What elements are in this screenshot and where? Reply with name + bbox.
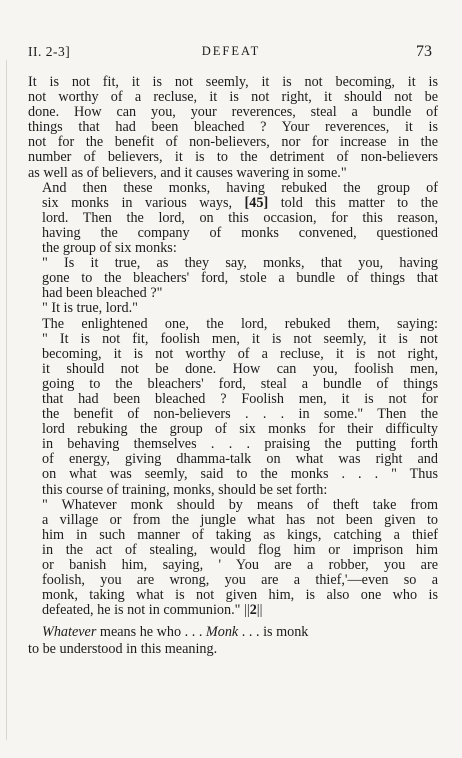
text-line: of energy, giving dhamma-talk on what was right and (42, 451, 438, 468)
folio-reference: [45] (244, 194, 269, 211)
text-line: in the act of stealing, would flog him or imprison him (42, 541, 438, 558)
page-edge-shadow (6, 60, 7, 740)
term-whatever: Whatever (42, 624, 97, 640)
text-line: done. How can you, your reverences, steal a bundle of (28, 104, 438, 121)
text-line: in behaving themselves . . . praising the putting forth (42, 436, 438, 453)
text-line: the benefit of non-believers . . . in some." Then the (42, 406, 438, 423)
note-text-1: means he who . . . (96, 624, 206, 640)
paragraph (28, 301, 438, 316)
running-title: DEFEAT (201, 44, 261, 58)
text-line: lord rebuking the group of six monks for their difficulty (42, 421, 438, 438)
text-line: " Is it true, as they say, monks, that you, having (42, 255, 438, 272)
text-line: this course of training, monks, should be set forth: (42, 481, 328, 498)
text-line: having the company of monks convened, questioned (42, 224, 438, 241)
text-line: defeated, he is not in communion." ||2|| (42, 602, 263, 619)
text-line: The enlightened one, the lord, rebuked them, saying: (42, 315, 438, 332)
text-line: six monks in various ways, [45] told this matter to the (42, 194, 438, 211)
note-text-2: . . . is monk (238, 624, 309, 640)
text-line: a village or from the jungle what has not been given to (42, 511, 438, 528)
text-line: the group of six monks: (42, 240, 177, 257)
paragraph (28, 256, 438, 301)
text-line: gone to the bleachers' ford, stole a bundle of things that (42, 270, 438, 287)
paragraph (28, 75, 438, 181)
text-line: it should not be done. How can you, foolish men, (42, 360, 438, 377)
section-reference: II. 2-3] (28, 44, 71, 59)
section-marker: 2 (249, 602, 257, 619)
text-line: foolish, you are wrong, you are a thief,'—even so a (42, 572, 438, 589)
term-monk: Monk (205, 624, 239, 640)
text-line: " It is not fit, foolish men, it is not seemly, it is not (42, 330, 438, 347)
text-line: not for the benefit of non-believers, nor for increase in the (28, 134, 438, 151)
text-line: " Whatever monk should by means of theft take from (42, 496, 438, 513)
text-line: becoming, it is not worthy of a recluse, it is not right, (42, 345, 438, 362)
text-line: lord. Then the lord, on this occasion, for this reason, (42, 209, 438, 226)
commentary-line-2: to be understood in this meaning. (28, 641, 218, 657)
text-line: It is not fit, it is not seemly, it is not becoming, it is (28, 74, 438, 90)
text-line: things that had been bleached ? Your reverences, it is (28, 119, 438, 136)
paragraph (28, 317, 438, 498)
text-line: as well as of believers, and it causes wavering in some." (28, 164, 347, 181)
page-number: 73 (416, 43, 432, 60)
text-line: not worthy of a recluse, it is not right, it should not be (28, 89, 438, 106)
text-line: had been bleached ?" (42, 285, 163, 302)
text-line: that had been bleached ? Foolish men, it is not for (42, 390, 438, 407)
paragraph (28, 181, 438, 256)
text-line: or banish him, saying, ' You are a robber, you are (42, 557, 438, 573)
text-line: " It is true, lord." (42, 300, 138, 317)
text-line: And then these monks, having rebuked the group of (42, 179, 438, 196)
text-line: going to the bleachers' ford, steal a bundle of things (42, 375, 438, 392)
text-line: him in such manner of taking as kings, catching a thief (42, 526, 438, 543)
running-header (28, 44, 434, 64)
commentary-line-1 (28, 624, 438, 641)
paragraph (28, 498, 438, 619)
text-line: monk, taking what is not given him, is also one who is (42, 587, 438, 604)
commentary-note (28, 624, 438, 658)
text-line: on what was seemly, said to the monks . . . " Thus (42, 466, 438, 483)
body-text (28, 75, 438, 618)
text-line: number of believers, it is to the detriment of non-believers (28, 149, 438, 166)
